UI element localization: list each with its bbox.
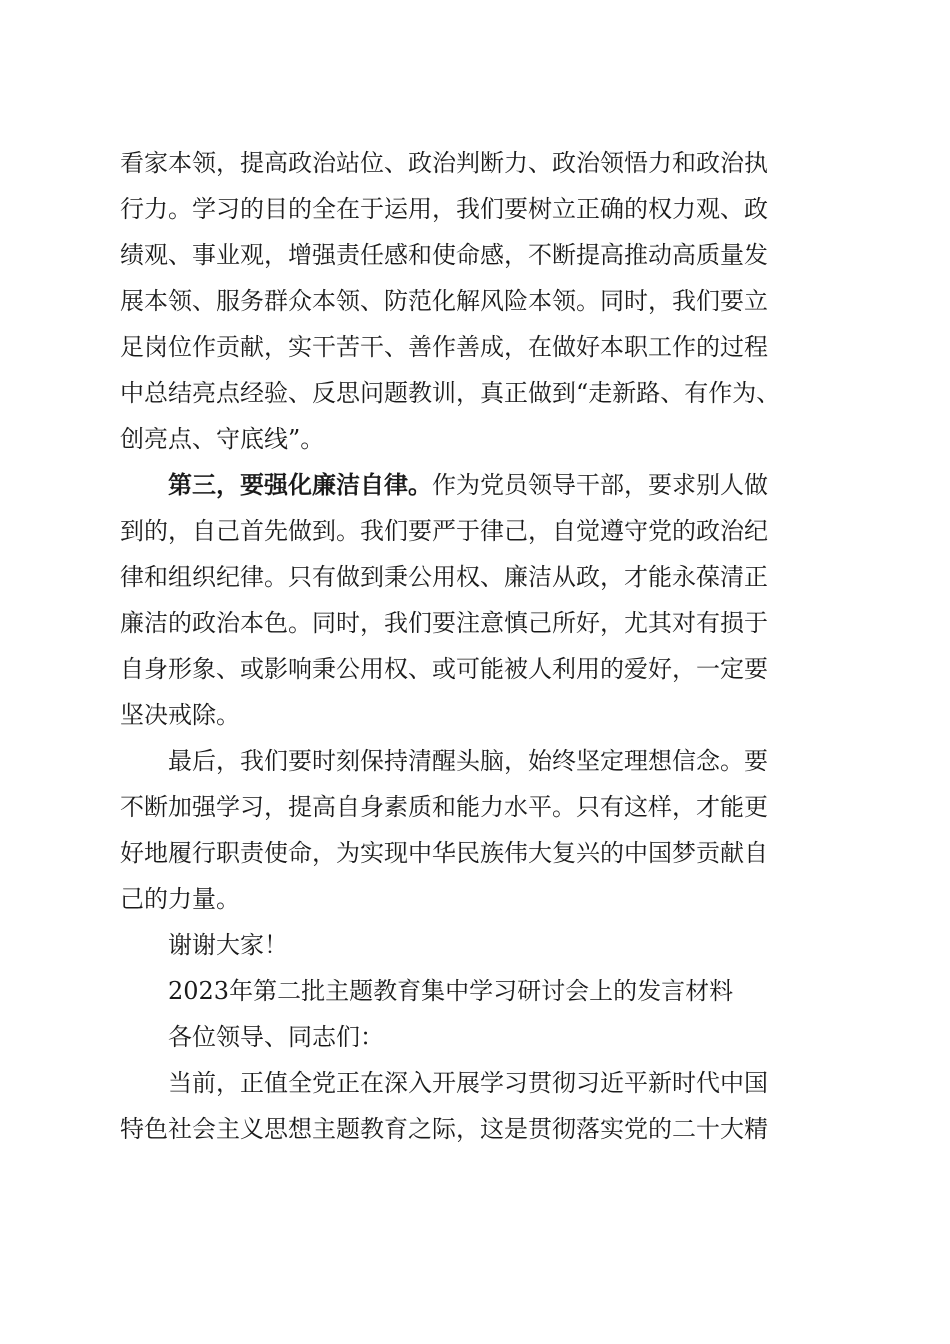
- text-line: 坚决戒除。: [120, 701, 240, 729]
- text-line: 己的力量。: [120, 885, 240, 913]
- text-line: 律和组织纪律。只有做到秉公用权、廉洁从政，才能永葆清正: [120, 563, 768, 591]
- paragraph-salutation: [120, 1014, 840, 1060]
- paragraph-opening: [120, 1060, 840, 1152]
- text-line: 创亮点、守底线”。: [120, 425, 325, 453]
- paragraph-thanks: [120, 922, 840, 968]
- text-line-first: 谢谢大家！: [168, 931, 288, 959]
- text-line: 不断加强学习，提高自身素质和能力水平。只有这样，才能更: [120, 793, 768, 821]
- text-line: 特色社会主义思想主题教育之际，这是贯彻落实党的二十大精: [120, 1115, 768, 1143]
- text-line: 行力。学习的目的全在于运用，我们要树立正确的权力观、政: [120, 195, 768, 223]
- text-line: 绩观、事业观，增强责任感和使命感，不断提高推动高质量发: [120, 241, 768, 269]
- document-body: [120, 140, 840, 1152]
- text-line-first: [120, 462, 840, 508]
- document-title: 2023年第二批主题教育集中学习研讨会上的发言材料: [168, 977, 734, 1005]
- text-run: 作为党员领导干部，要求别人做: [432, 471, 768, 499]
- salutation: 各位领导、同志们：: [168, 1023, 384, 1051]
- text-line-first: 最后，我们要时刻保持清醒头脑，始终坚定理想信念。要: [168, 747, 768, 775]
- paragraph-closing: [120, 738, 840, 922]
- text-line: 展本领、服务群众本领、防范化解风险本领。同时，我们要立: [120, 287, 768, 315]
- text-line: 到的，自己首先做到。我们要严于律己，自觉遵守党的政治纪: [120, 517, 768, 545]
- paragraph-continuation: [120, 140, 840, 462]
- text-line: 足岗位作贡献，实干苦干、善作善成，在做好本职工作的过程: [120, 333, 768, 361]
- paragraph-integrity: [120, 462, 840, 738]
- text-line: 自身形象、或影响秉公用权、或可能被人利用的爱好，一定要: [120, 655, 768, 683]
- text-line: 廉洁的政治本色。同时，我们要注意慎己所好，尤其对有损于: [120, 609, 768, 637]
- section-heading: 第三，要强化廉洁自律。: [168, 470, 432, 499]
- paragraph-new-title: [120, 968, 840, 1014]
- text-line: 好地履行职责使命，为实现中华民族伟大复兴的中国梦贡献自: [120, 839, 768, 867]
- text-line: 中总结亮点经验、反思问题教训，真正做到“走新路、有作为、: [120, 379, 781, 407]
- text-line-first: 当前，正值全党正在深入开展学习贯彻习近平新时代中国: [168, 1069, 768, 1097]
- text-line: 看家本领，提高政治站位、政治判断力、政治领悟力和政治执: [120, 149, 768, 177]
